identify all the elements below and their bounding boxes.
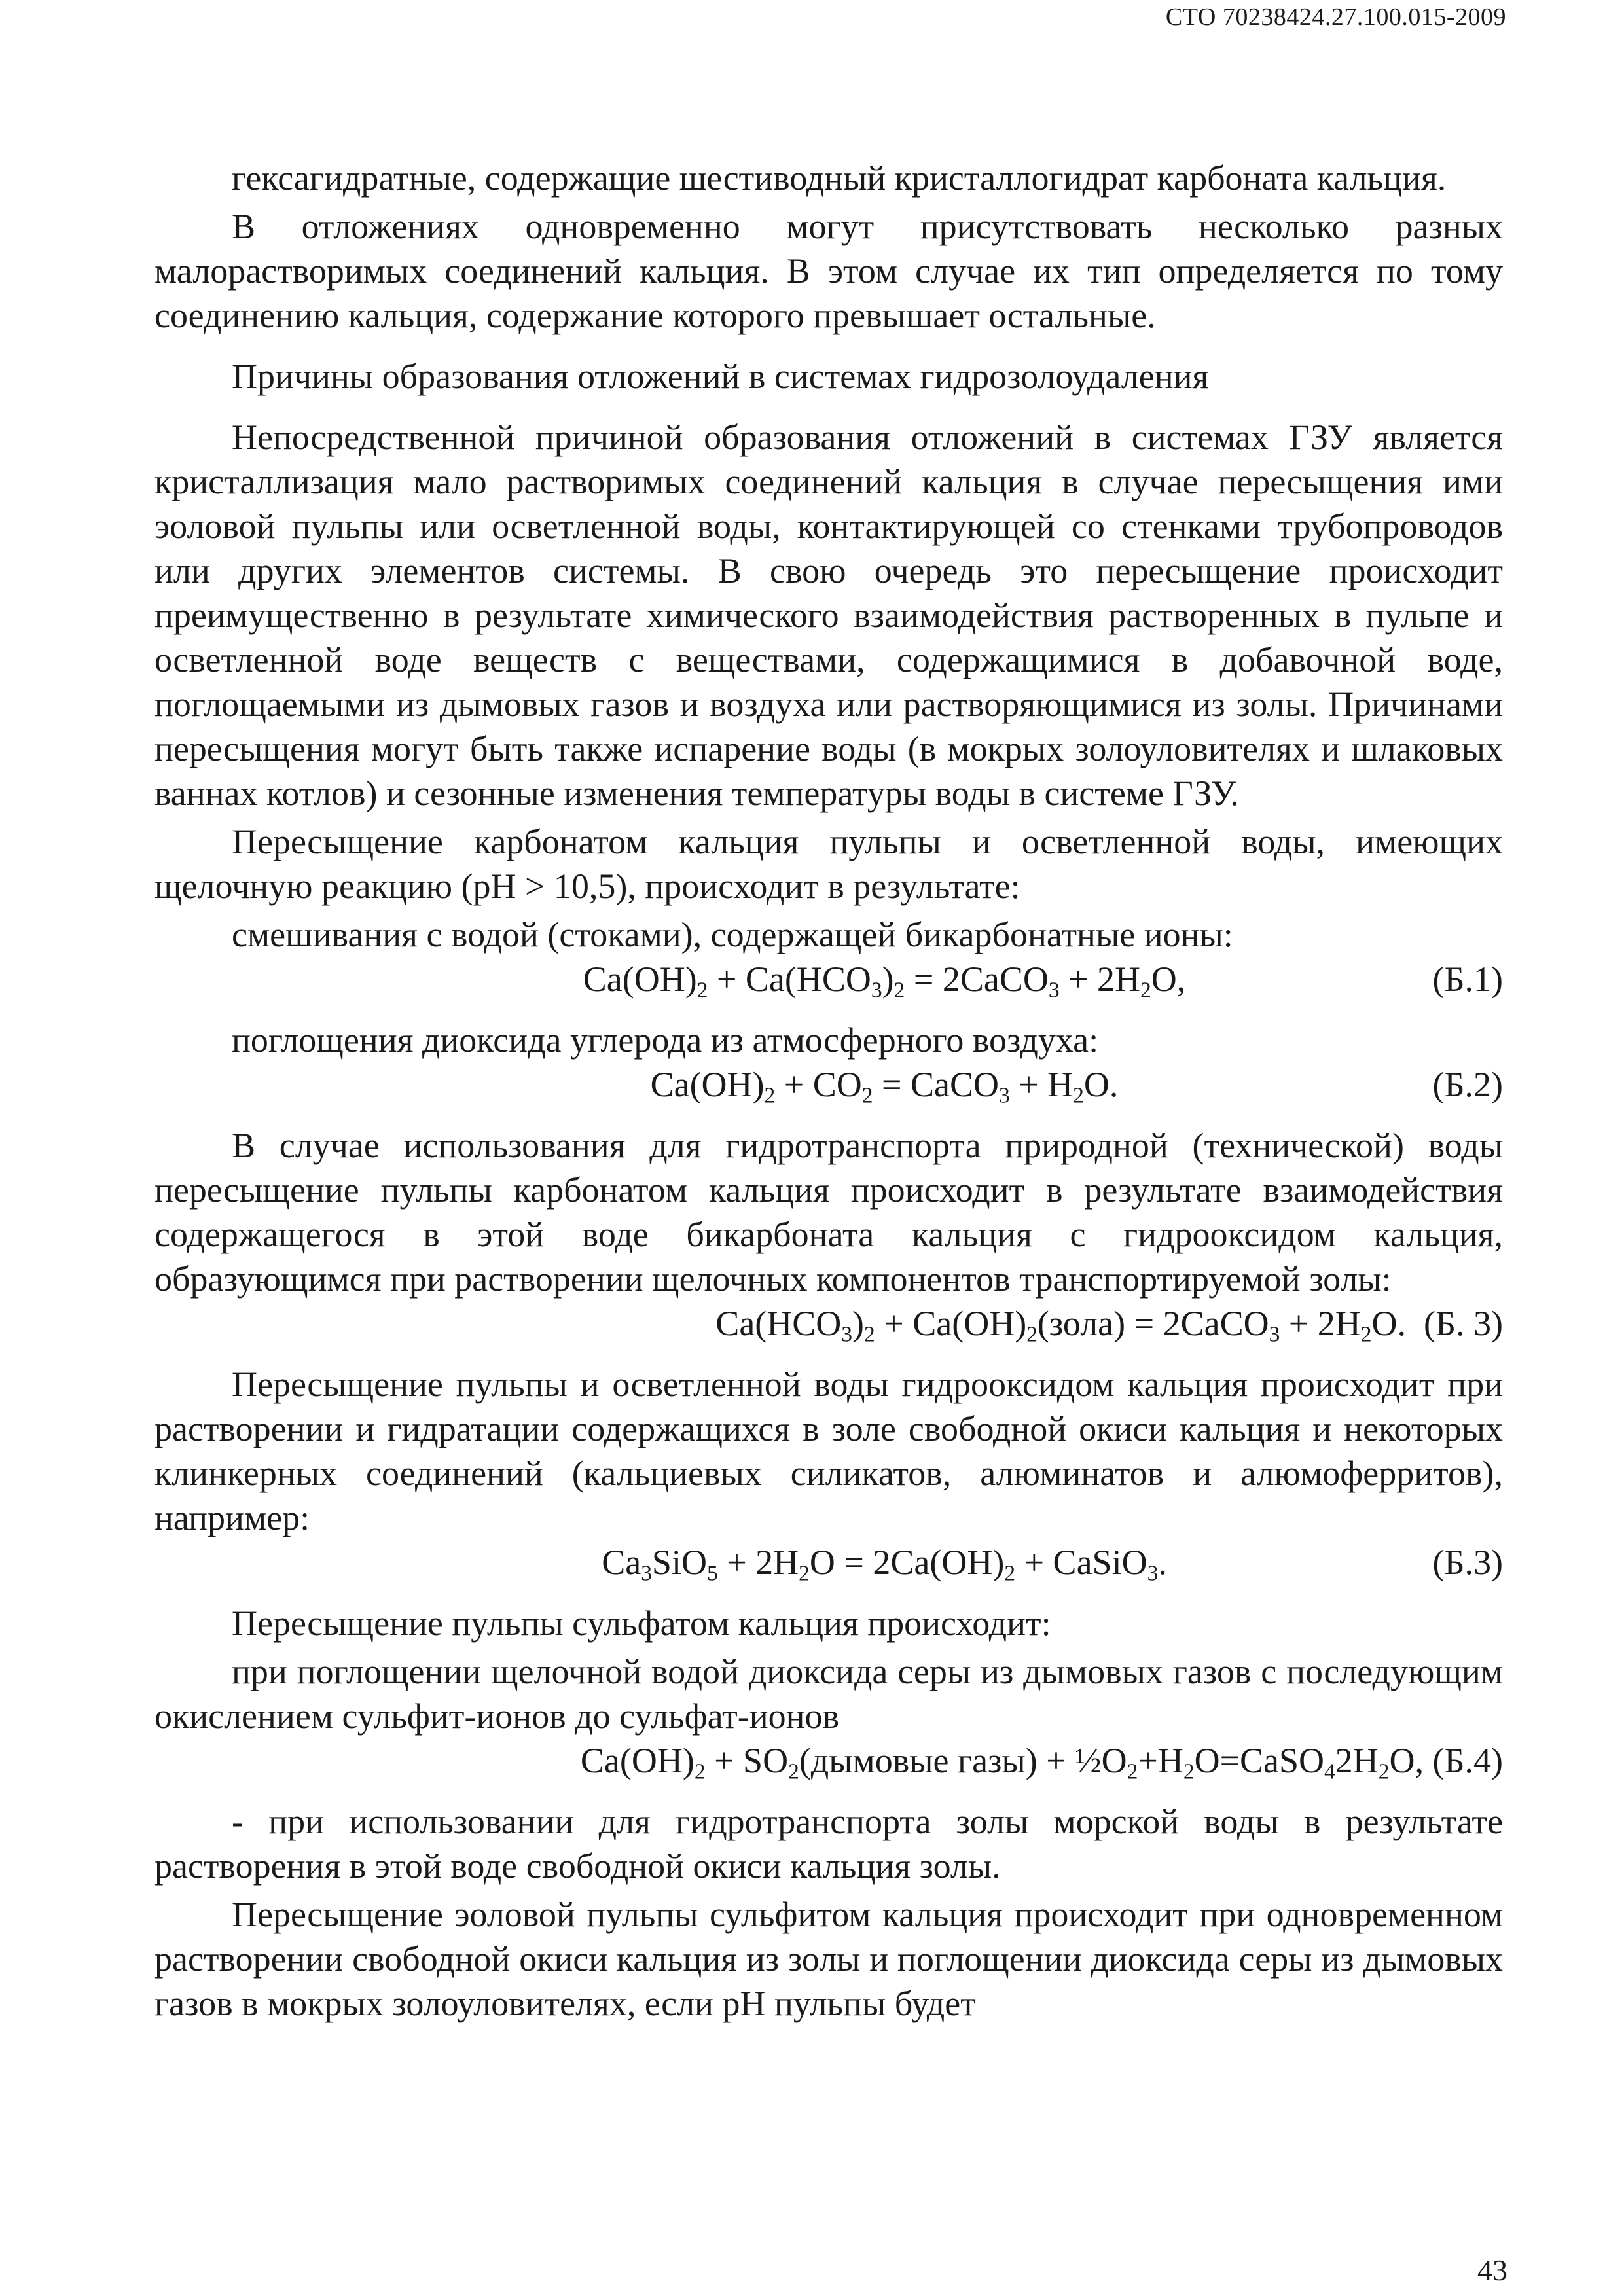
paragraph: В отложениях одновременно могут присутствовать несколько разных малорастворимых соединений кальция. В этом случае их тип определяется по тому соединению кальция, содержание которого превышает остальные.: [154, 207, 1503, 335]
equation-number: (Б.3): [1432, 1543, 1503, 1582]
equation-formula: $Ca(OH)_2 + Ca(HCO_3)_2$ = 2CaCO$_3$ + $2H_2O$,: [583, 960, 1186, 1003]
equation-number: (Б.2): [1432, 1065, 1503, 1104]
paragraph: Пересыщение пульпы и осветленной воды гидрооксидом кальция происходит при растворении и гидратации содержащихся в золе свободной окиси кальция и некоторых клинкерных соединений (кальциевых силикатов, алюминатов и алюмоферритов), например:: [154, 1365, 1503, 1537]
paragraph: гексагидратные, содержащие шестиводный кристаллогидрат карбоната кальция.: [232, 158, 1447, 198]
paragraph: Непосредственной причиной образования отложений в системах ГЗУ является кристаллизация мало растворимых соединений кальция в случае пересыщения ими эоловой пульпы или осветленной воды, контактирующей со стенками трубопроводов или других элементов системы. В свою очередь это пересыщение происходит преимущественно в результате химического взаимодействия растворенных в пульпе и осветленной воде веществ с веществами, содержащимися в добавочной воде, поглощаемыми из дымовых газов и воздуха или растворяющимися из золы. Причинами пересыщения могут быть также испарение воды (в мокрых золоуловителях и шлаковых ваннах котлов) и сезонные изменения температуры воды в системе ГЗУ.: [154, 418, 1503, 813]
equation-formula: $Ca(HCO_3)_2$ + $Ca(OH)_2(зола)$ = 2CaCO$_3$ + $2H_2O$.: [715, 1304, 1407, 1347]
paragraph: поглощения диоксида углерода из атмосферного воздуха:: [232, 1020, 1099, 1060]
paragraph: смешивания с водой (стоками), содержащей бикарбонатные ионы:: [232, 915, 1233, 954]
paragraph: - при использовании для гидротранспорта золы морской воды в результате растворения в этой воде свободной окиси кальция золы.: [154, 1802, 1503, 1886]
equation-formula: $Ca(OH)_2 + CO_2$ = CaCO$_3$ + $H_2O$.: [650, 1065, 1119, 1108]
equation-formula: $Ca_3SiO_5 + 2H_2O = 2Ca(OH)_2$ + CaSiO$_3$.: [602, 1543, 1167, 1586]
paragraph: при поглощении щелочной водой диоксида серы из дымовых газов с последующим окислением сульфит-ионов до сульфат-ионов: [154, 1652, 1503, 1736]
document-code-header: СТО 70238424.27.100.015-2009: [1165, 3, 1506, 31]
equation-b3b: [154, 1540, 1503, 1585]
equation-b2: [154, 1062, 1503, 1107]
paragraph: В случае использования для гидротранспорта природной (технической) воды пересыщение пульпы карбонатом кальция происходит в результате взаимодействия содержащегося в этой воде бикарбоната кальция с гидрооксидом кальция, образующимся при растворении щелочных компонентов транспортируемой золы:: [154, 1126, 1503, 1299]
paragraph: Пересыщение карбонатом кальция пульпы и осветленной воды, имеющих щелочную реакцию (pH > 10,5), происходит в результате:: [154, 822, 1503, 906]
equation-number: (Б. 3): [1424, 1304, 1503, 1343]
equation-number: (Б.4): [1432, 1741, 1503, 1780]
paragraph: Пересыщение пульпы сульфатом кальция происходит:: [232, 1604, 1051, 1643]
equation-b3a: [154, 1301, 1503, 1346]
equation-number: (Б.1): [1432, 960, 1503, 999]
page-number: 43: [1477, 2253, 1507, 2287]
page-body: [154, 156, 1503, 2026]
equation-b4: [154, 1738, 1503, 1783]
equation-b1: [154, 957, 1503, 1001]
paragraph: Пересыщение эоловой пульпы сульфитом кальция происходит при одновременном растворении свободной окиси кальция из золы и поглощении диоксида серы из дымовых газов в мокрых золоуловителях, если pH пульпы будет: [154, 1895, 1503, 2023]
equation-formula: $Ca(OH)_2$ + $SO_2(дымовые$ газы) + $\frac{1}{2}O_2+H_2O=CaSO_42H_2O$,: [580, 1741, 1424, 1784]
section-heading: Причины образования отложений в системах гидрозолоудаления: [232, 357, 1209, 396]
